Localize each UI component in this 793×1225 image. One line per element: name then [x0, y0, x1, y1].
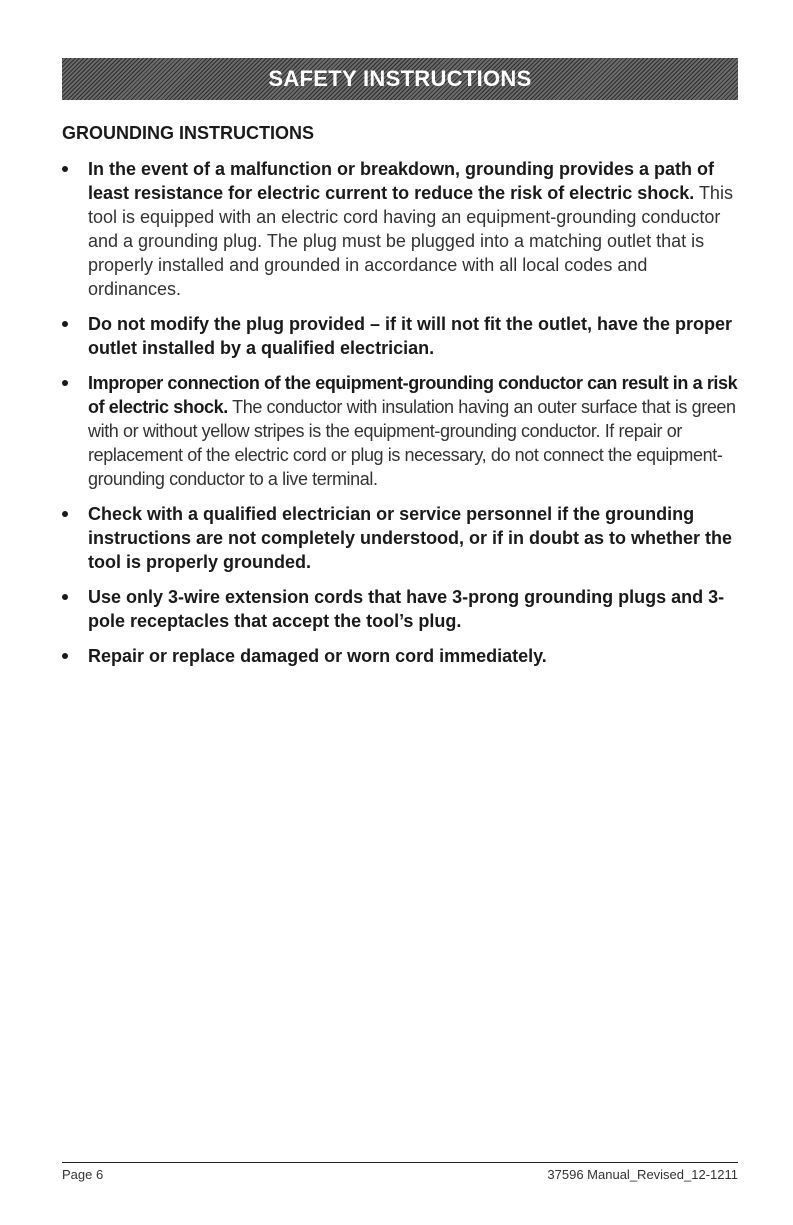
item-bold-text: Improper connection of the equipment-grounding conductor can result in a risk of electric shock.	[88, 373, 738, 417]
list-item	[62, 312, 742, 360]
footer-divider	[62, 1162, 738, 1163]
item-bold-text: Do not modify the plug provided – if it will not fit the outlet, have the proper outlet installed by a qualified electrician.	[88, 314, 732, 358]
instruction-list	[62, 157, 742, 679]
banner-title: SAFETY INSTRUCTIONS	[268, 66, 532, 91]
item-body-text: This tool is equipped with an electric cord having an equipment-grounding conductor and a grounding plug. The plug must be plugged into a matching outlet that is properly installed and grounded in accordance with all local codes and ordinances.	[88, 183, 733, 299]
list-item	[62, 585, 742, 633]
page-number: Page 6	[62, 1167, 104, 1182]
bullet-dot-icon	[62, 321, 68, 327]
section-heading: GROUNDING INSTRUCTIONS	[62, 123, 314, 143]
list-item	[62, 502, 742, 574]
item-bold-text: Check with a qualified electrician or service personnel if the grounding instructions are not completely understood, or if in doubt as to whether the tool is properly grounded.	[88, 504, 733, 572]
item-bold-text: Repair or replace damaged or worn cord immediately.	[88, 646, 547, 666]
item-bold-text: In the event of a malfunction or breakdown, grounding provides a path of least resistance for electric current to reduce the risk of electric shock.	[88, 159, 715, 203]
bullet-dot-icon	[62, 653, 68, 659]
item-body-text: The conductor with insulation having an outer surface that is green with or without yellow stripes is the equipment-grounding conductor. If repair or replacement of the electric cord or plug is necessary, do not connect the equipment-grounding conductor to a live terminal.	[88, 397, 736, 489]
bullet-dot-icon	[62, 594, 68, 600]
bullet-dot-icon	[62, 511, 68, 517]
item-bold-text: Use only 3-wire extension cords that have 3-prong grounding plugs and 3-pole receptacles that accept the tool’s plug.	[88, 587, 725, 631]
bullet-dot-icon	[62, 380, 68, 386]
list-item	[62, 157, 742, 301]
document-id: 37596 Manual_Revised_12-1211	[547, 1167, 738, 1182]
bullet-dot-icon	[62, 166, 68, 172]
section-banner	[62, 58, 738, 100]
list-item	[62, 644, 742, 668]
list-item	[62, 371, 742, 491]
